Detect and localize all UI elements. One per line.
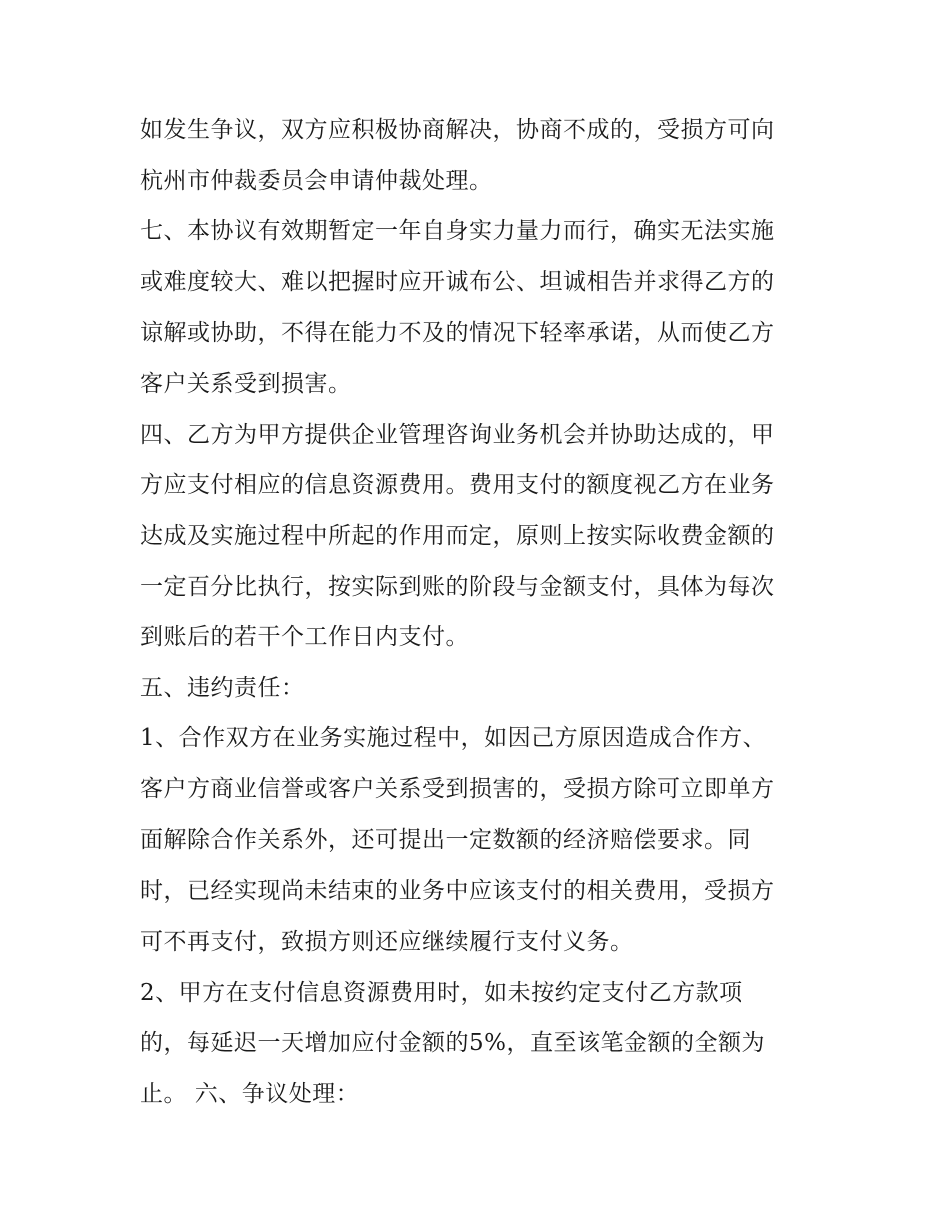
- text-line: 面解除合作关系外，还可提出一定数额的经济赔偿要求。同: [140, 827, 751, 853]
- text-line: 的，每延迟一天增加应付金额的5%，直至该笔金额的全额为: [140, 1030, 765, 1056]
- text-line: 七、本协议有效期暂定一年自身实力量力而行，确实无法实施: [140, 218, 775, 244]
- text-line: 可不再支付，致损方则还应继续履行支付义务。: [140, 929, 634, 955]
- text-line: 达成及实施过程中所起的作用而定，原则上按实际收费金额的: [140, 523, 775, 549]
- text-line: 止。 六、争议处理：: [140, 1081, 360, 1107]
- text-line: 时，已经实现尚未结束的业务中应该支付的相关费用，受损方: [140, 878, 775, 904]
- text-line: 或难度较大、难以把握时应开诚布公、坦诚相告并求得乙方的: [140, 269, 775, 295]
- text-line: 客户关系受到损害。: [140, 371, 352, 397]
- text-line: 如发生争议，双方应积极协商解决，协商不成的，受损方可向: [140, 117, 775, 143]
- text-line: 谅解或协助，不得在能力不及的情况下轻率承诺，从而使乙方: [140, 320, 775, 346]
- text-line: 杭州市仲裁委员会申请仲裁处理。: [140, 168, 493, 194]
- text-line: 到账后的若干个工作日内支付。: [140, 624, 469, 650]
- text-line: 客户方商业信誉或客户关系受到损害的，受损方除可立即单方: [140, 776, 775, 802]
- section-heading: 五、违约责任：: [140, 675, 305, 701]
- text-line: 1、合作双方在业务实施过程中，如因己方原因造成合作方、: [140, 725, 767, 751]
- text-line: 2、甲方在支付信息资源费用时，如未按约定支付乙方款项: [140, 980, 743, 1006]
- text-line: 方应支付相应的信息资源费用。费用支付的额度视乙方在业务: [140, 472, 775, 498]
- text-line: 四、乙方为甲方提供企业管理咨询业务机会并协助达成的，甲: [140, 422, 775, 448]
- text-line: 一定百分比执行，按实际到账的阶段与金额支付，具体为每次: [140, 574, 775, 600]
